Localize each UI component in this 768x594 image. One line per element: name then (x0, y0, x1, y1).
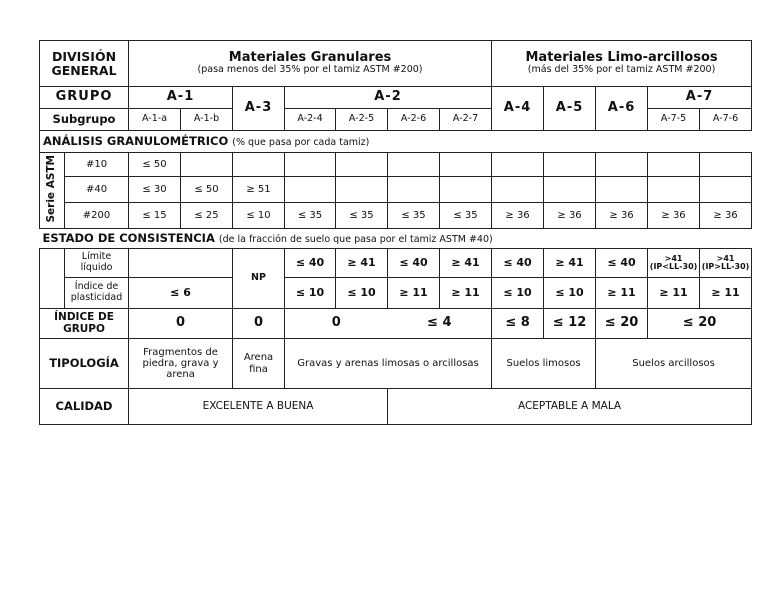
group-row (40, 87, 752, 109)
consistency-section (40, 229, 752, 249)
grain-value: ≥ 51 (233, 177, 285, 203)
group-index-label: ÍNDICE DE GRUPO (40, 309, 129, 339)
indent-cell (40, 278, 65, 309)
subgroup-cell: A-1-a (129, 109, 181, 131)
grain-value: ≤ 10 (233, 203, 285, 229)
pi-value: ≤ 10 (285, 278, 336, 309)
typology-a67: Suelos arcillosos (596, 339, 752, 389)
grain-value: ≤ 50 (129, 153, 181, 177)
liquid-limit-row (40, 249, 752, 278)
typology-a1: Fragmentos de piedra, grava y arena (129, 339, 233, 389)
grain-value (336, 177, 388, 203)
subgroup-label: Subgrupo (40, 109, 129, 131)
typology-a45: Suelos limosos (492, 339, 596, 389)
ll-a76-bot: (IP>LL-30) (701, 262, 750, 271)
ll-a76 (700, 249, 752, 278)
group-a2: A-2 (285, 87, 492, 109)
granulometric-title: ANÁLISIS GRANULOMÉTRICO (43, 133, 229, 148)
group-a3: A-3 (233, 87, 285, 131)
subgroup-cell: A-7-6 (700, 109, 752, 131)
consistency-note: (de la fracción de suelo que pasa por el tamiz ASTM #40) (218, 233, 493, 245)
subgroup-cell: A-2-5 (336, 109, 388, 131)
grain-value (388, 177, 440, 203)
grain-value: ≤ 35 (440, 203, 492, 229)
gi-a2-first: 0 (285, 309, 388, 339)
granulometric-section (40, 131, 752, 153)
plasticity-label: Índice de plasticidad (65, 278, 129, 309)
grain-value (181, 153, 233, 177)
series-astm-label: Serie ASTM (45, 154, 58, 223)
grain-value (544, 177, 596, 203)
pi-value: ≤ 10 (492, 278, 544, 309)
grain-value: ≤ 30 (129, 177, 181, 203)
grain-value: ≤ 35 (285, 203, 336, 229)
quality-poor: ACEPTABLE A MALA (388, 389, 752, 425)
sieve-label: #40 (65, 177, 129, 203)
pi-value: ≥ 11 (596, 278, 648, 309)
gi-a5: ≤ 12 (544, 309, 596, 339)
grain-value: ≥ 36 (648, 203, 700, 229)
sieve-row-40 (40, 177, 752, 203)
liquid-limit-label: Límite líquido (65, 249, 129, 278)
group-a6: A-6 (596, 87, 648, 131)
grain-value (440, 153, 492, 177)
grain-value (596, 153, 648, 177)
a3-nonplastic: NP (233, 249, 285, 309)
grain-value (648, 153, 700, 177)
series-astm-cell (40, 153, 65, 229)
pi-value: ≥ 11 (648, 278, 700, 309)
sieve-row-200 (40, 203, 752, 229)
gi-a4: ≤ 8 (492, 309, 544, 339)
grain-value: ≥ 36 (492, 203, 544, 229)
grain-value (388, 153, 440, 177)
grain-value: ≥ 36 (700, 203, 752, 229)
granulometric-note: (% que pasa por cada tamiz) (232, 136, 370, 148)
grain-value: ≤ 50 (181, 177, 233, 203)
silt-clay-header (492, 41, 752, 87)
grain-value: ≤ 15 (129, 203, 181, 229)
gi-a3: 0 (233, 309, 285, 339)
ll-value: ≤ 40 (388, 249, 440, 278)
group-a7: A-7 (648, 87, 752, 109)
grain-value (596, 177, 648, 203)
grain-value (700, 153, 752, 177)
granulometric-title-row (40, 131, 752, 153)
division-label: DIVISIÓN GENERAL (40, 41, 129, 87)
a1-plasticity: ≤ 6 (129, 278, 233, 309)
plasticity-row (40, 278, 752, 309)
grain-value: ≥ 36 (596, 203, 648, 229)
header-row (40, 41, 752, 87)
subgroup-cell: A-2-4 (285, 109, 336, 131)
grain-value (285, 177, 336, 203)
grain-value (648, 177, 700, 203)
grain-value (492, 177, 544, 203)
subgroup-cell: A-1-b (181, 109, 233, 131)
grain-value (440, 177, 492, 203)
group-index-row (40, 309, 752, 339)
granular-header (129, 41, 492, 87)
aashto-classification-table (39, 40, 752, 425)
pi-value: ≥ 11 (440, 278, 492, 309)
typology-a3: Arena fina (233, 339, 285, 389)
group-a5: A-5 (544, 87, 596, 131)
subgroup-cell: A-7-5 (648, 109, 700, 131)
grain-value: ≤ 25 (181, 203, 233, 229)
grain-value (336, 153, 388, 177)
sieve-label: #200 (65, 203, 129, 229)
pi-value: ≤ 10 (544, 278, 596, 309)
quality-label: CALIDAD (40, 389, 129, 425)
granular-title: Materiales Granulares (228, 49, 392, 65)
quality-row (40, 389, 752, 425)
quality-good: EXCELENTE A BUENA (129, 389, 388, 425)
aashto-classification-sheet (39, 40, 751, 425)
group-a4: A-4 (492, 87, 544, 131)
group-label: GRUPO (40, 87, 129, 109)
group-a1: A-1 (129, 87, 233, 109)
grain-value: ≤ 35 (336, 203, 388, 229)
subgroup-cell: A-2-7 (440, 109, 492, 131)
silt-clay-note: (más del 35% por el tamiz ASTM #200) (527, 64, 716, 76)
typology-a2: Gravas y arenas limosas o arcillosas (285, 339, 492, 389)
ll-value: ≥ 41 (440, 249, 492, 278)
consistency-title: ESTADO DE CONSISTENCIA (42, 230, 215, 245)
silt-clay-title: Materiales Limo-arcillosos (525, 49, 718, 65)
grain-value (544, 153, 596, 177)
gi-a6: ≤ 20 (596, 309, 648, 339)
granular-note: (pasa menos del 35% por el tamiz ASTM #200) (197, 64, 423, 76)
grain-value: ≥ 36 (544, 203, 596, 229)
grain-value (700, 177, 752, 203)
gi-a1: 0 (129, 309, 233, 339)
grain-value (492, 153, 544, 177)
sieve-row-10 (40, 153, 752, 177)
ll-a75 (648, 249, 700, 278)
a1-liquid-limit (129, 249, 233, 278)
grain-value (285, 153, 336, 177)
consistency-title-row (40, 229, 752, 249)
ll-value: ≤ 40 (596, 249, 648, 278)
ll-a76-top: >41 (716, 254, 735, 263)
ll-value: ≤ 40 (492, 249, 544, 278)
gi-a7: ≤ 20 (648, 309, 752, 339)
indent-cell (40, 249, 65, 278)
pi-value: ≤ 10 (336, 278, 388, 309)
ll-value: ≥ 41 (544, 249, 596, 278)
grain-value (233, 153, 285, 177)
subgroup-cell: A-2-6 (388, 109, 440, 131)
typology-row (40, 339, 752, 389)
typology-label: TIPOLOGÍA (40, 339, 129, 389)
sieve-label: #10 (65, 153, 129, 177)
ll-a75-bot: (IP<LL-30) (649, 262, 698, 271)
ll-value: ≥ 41 (336, 249, 388, 278)
pi-value: ≥ 11 (700, 278, 752, 309)
ll-a75-top: >41 (664, 254, 683, 263)
ll-value: ≤ 40 (285, 249, 336, 278)
gi-a2-second: ≤ 4 (388, 309, 492, 339)
pi-value: ≥ 11 (388, 278, 440, 309)
grain-value: ≤ 35 (388, 203, 440, 229)
